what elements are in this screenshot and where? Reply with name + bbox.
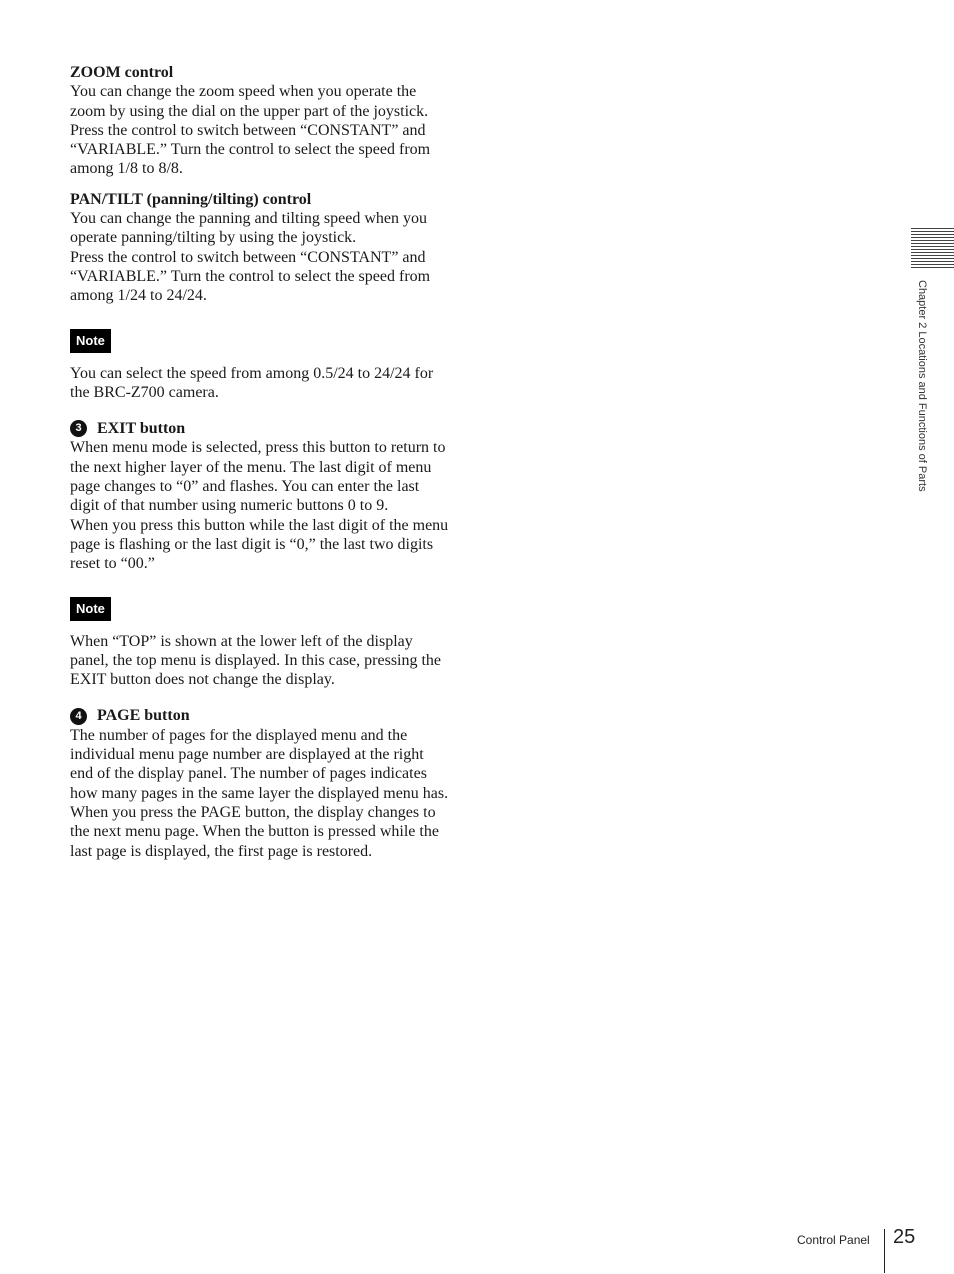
text-line: zoom by using the dial on the upper part of the joystick.	[70, 102, 429, 120]
section-heading: ZOOM control	[70, 64, 174, 81]
text-line: the next menu page. When the button is pressed while the	[70, 823, 439, 841]
main-column	[70, 63, 466, 861]
text-line: Press the control to switch between “CONSTANT” and	[70, 121, 426, 139]
text-line: EXIT button does not change the display.	[70, 671, 335, 689]
text-line: When you press the PAGE button, the display changes to	[70, 803, 436, 821]
text-line: You can change the zoom speed when you operate the	[70, 83, 417, 101]
text-line: individual menu page number are displayed at the right	[70, 746, 424, 764]
number-3-icon: 3	[70, 420, 87, 437]
text-line: end of the display panel. The number of pages indicates	[70, 765, 427, 783]
pan-tilt-control-section	[70, 190, 466, 306]
note-label: Note	[70, 597, 111, 621]
text-line: the next higher layer of the menu. The last digit of menu	[70, 458, 432, 476]
text-line: panel, the top menu is displayed. In this case, pressing the	[70, 651, 442, 669]
section-body	[70, 209, 466, 305]
chapter-tab-label: Chapter 2 Locations and Functions of Parts	[916, 280, 928, 492]
chapter-tab-stripes	[911, 228, 954, 270]
section-heading: PAN/TILT (panning/tilting) control	[70, 190, 312, 208]
section-heading	[70, 419, 466, 438]
page-number: 25	[893, 1226, 916, 1248]
text-line: When you press this button while the last digit of the menu	[70, 516, 449, 534]
text-line: page is flashing or the last digit is “0,” the last two digits	[70, 535, 434, 553]
text-line: When menu mode is selected, press this button to return to	[70, 439, 446, 457]
text-line: When “TOP” is shown at the lower left of the display	[70, 632, 413, 650]
number-4-icon: 4	[70, 708, 87, 725]
text-line: operate panning/tilting by using the joystick.	[70, 229, 357, 247]
text-line: among 1/24 to 24/24.	[70, 287, 207, 305]
footer-divider	[884, 1229, 885, 1273]
text-line: the BRC-Z700 camera.	[70, 383, 219, 401]
note-body	[70, 364, 466, 403]
text-line: The number of pages for the displayed menu and the	[70, 726, 408, 744]
note-label: Note	[70, 329, 111, 353]
text-line: “VARIABLE.” Turn the control to select the speed from	[70, 141, 431, 159]
page-button-section	[70, 706, 466, 860]
note-block-top	[70, 584, 466, 690]
text-line: digit of that number using numeric buttons 0 to 9.	[70, 497, 389, 515]
section-body	[70, 726, 466, 861]
text-line: page changes to “0” and flashes. You can enter the last	[70, 478, 420, 496]
exit-button-section	[70, 419, 466, 573]
text-line: You can change the panning and tilting speed when you	[70, 210, 427, 228]
zoom-control-section	[70, 63, 466, 179]
note-body	[70, 632, 466, 690]
text-line: reset to “00.”	[70, 555, 155, 573]
section-heading-text: PAGE button	[97, 707, 190, 725]
section-heading	[70, 706, 466, 725]
text-line: “VARIABLE.” Turn the control to select the speed from	[70, 267, 431, 285]
section-body	[70, 438, 466, 573]
section-body	[70, 82, 466, 178]
text-line: among 1/8 to 8/8.	[70, 160, 183, 178]
text-line: You can select the speed from among 0.5/24 to 24/24 for	[70, 364, 434, 382]
text-line: last page is displayed, the first page is restored.	[70, 842, 373, 860]
text-line: how many pages in the same layer the displayed menu has.	[70, 784, 449, 802]
footer-section-label: Control Panel	[797, 1233, 870, 1247]
note-block-speed	[70, 316, 466, 403]
section-heading-text: EXIT button	[97, 420, 186, 438]
text-line: Press the control to switch between “CONSTANT” and	[70, 248, 426, 266]
